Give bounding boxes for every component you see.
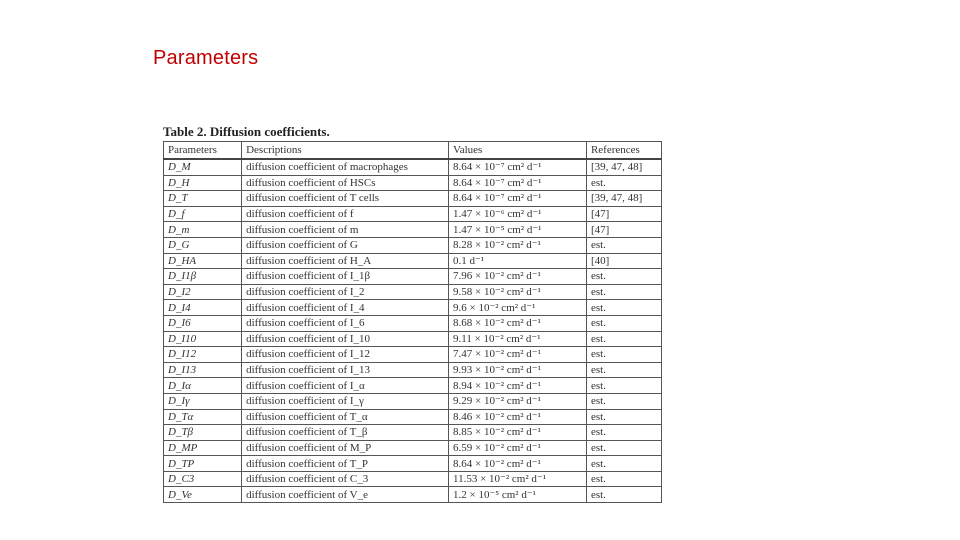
cell-reference: [47] xyxy=(586,222,661,238)
cell-parameter: D_M xyxy=(164,159,242,175)
cell-parameter: D_I1β xyxy=(164,269,242,285)
cell-reference: est. xyxy=(586,269,661,285)
cell-reference: [40] xyxy=(586,253,661,269)
cell-parameter: D_G xyxy=(164,237,242,253)
cell-parameter: D_T xyxy=(164,191,242,207)
cell-reference: est. xyxy=(586,409,661,425)
cell-value: 8.68 × 10⁻² cm² d⁻¹ xyxy=(449,315,587,331)
cell-reference: est. xyxy=(586,471,661,487)
cell-description: diffusion coefficient of T cells xyxy=(242,191,449,207)
cell-value: 8.28 × 10⁻² cm² d⁻¹ xyxy=(449,237,587,253)
cell-description: diffusion coefficient of C_3 xyxy=(242,471,449,487)
cell-value: 8.64 × 10⁻² cm² d⁻¹ xyxy=(449,456,587,472)
cell-description: diffusion coefficient of I_α xyxy=(242,378,449,394)
cell-value: 7.47 × 10⁻² cm² d⁻¹ xyxy=(449,347,587,363)
table-row xyxy=(164,409,662,425)
column-header-descriptions: Descriptions xyxy=(242,142,449,160)
table-header-row xyxy=(164,142,662,160)
cell-parameter: D_TP xyxy=(164,456,242,472)
cell-parameter: D_f xyxy=(164,206,242,222)
cell-description: diffusion coefficient of I_12 xyxy=(242,347,449,363)
table-row xyxy=(164,456,662,472)
table-row xyxy=(164,425,662,441)
cell-parameter: D_Ve xyxy=(164,487,242,503)
table-row xyxy=(164,237,662,253)
cell-value: 1.2 × 10⁻⁵ cm² d⁻¹ xyxy=(449,487,587,503)
cell-value: 11.53 × 10⁻² cm² d⁻¹ xyxy=(449,471,587,487)
cell-reference: est. xyxy=(586,175,661,191)
table-caption-label: Table 2. xyxy=(163,124,207,139)
cell-reference: est. xyxy=(586,487,661,503)
cell-parameter: D_m xyxy=(164,222,242,238)
cell-value: 9.58 × 10⁻² cm² d⁻¹ xyxy=(449,284,587,300)
cell-reference: est. xyxy=(586,362,661,378)
cell-reference: est. xyxy=(586,331,661,347)
cell-value: 8.46 × 10⁻² cm² d⁻¹ xyxy=(449,409,587,425)
cell-parameter: D_C3 xyxy=(164,471,242,487)
cell-parameter: D_Tα xyxy=(164,409,242,425)
cell-description: diffusion coefficient of G xyxy=(242,237,449,253)
cell-parameter: D_I2 xyxy=(164,284,242,300)
cell-description: diffusion coefficient of I_10 xyxy=(242,331,449,347)
cell-value: 8.64 × 10⁻⁷ cm² d⁻¹ xyxy=(449,159,587,175)
cell-value: 1.47 × 10⁻⁵ cm² d⁻¹ xyxy=(449,222,587,238)
table-row xyxy=(164,284,662,300)
cell-value: 8.64 × 10⁻⁷ cm² d⁻¹ xyxy=(449,191,587,207)
slide-title: Parameters xyxy=(153,47,259,69)
cell-description: diffusion coefficient of V_e xyxy=(242,487,449,503)
table-row xyxy=(164,362,662,378)
table-row xyxy=(164,191,662,207)
cell-description: diffusion coefficient of I_1β xyxy=(242,269,449,285)
table-row xyxy=(164,487,662,503)
cell-description: diffusion coefficient of I_γ xyxy=(242,393,449,409)
cell-value: 7.96 × 10⁻² cm² d⁻¹ xyxy=(449,269,587,285)
table-row xyxy=(164,315,662,331)
table-row xyxy=(164,222,662,238)
cell-description: diffusion coefficient of I_13 xyxy=(242,362,449,378)
cell-parameter: D_I13 xyxy=(164,362,242,378)
cell-reference: [39, 47, 48] xyxy=(586,159,661,175)
cell-reference: [47] xyxy=(586,206,661,222)
table-row xyxy=(164,159,662,175)
cell-parameter: D_Tβ xyxy=(164,425,242,441)
table-row xyxy=(164,331,662,347)
table-row xyxy=(164,253,662,269)
cell-parameter: D_MP xyxy=(164,440,242,456)
cell-description: diffusion coefficient of HSCs xyxy=(242,175,449,191)
cell-value: 9.93 × 10⁻² cm² d⁻¹ xyxy=(449,362,587,378)
column-header-references: References xyxy=(586,142,661,160)
cell-value: 9.6 × 10⁻² cm² d⁻¹ xyxy=(449,300,587,316)
cell-reference: est. xyxy=(586,300,661,316)
cell-description: diffusion coefficient of I_4 xyxy=(242,300,449,316)
cell-parameter: D_Iα xyxy=(164,378,242,394)
cell-description: diffusion coefficient of M_P xyxy=(242,440,449,456)
cell-reference: est. xyxy=(586,393,661,409)
cell-parameter: D_I6 xyxy=(164,315,242,331)
cell-value: 9.11 × 10⁻² cm² d⁻¹ xyxy=(449,331,587,347)
cell-parameter: D_I10 xyxy=(164,331,242,347)
cell-reference: est. xyxy=(586,440,661,456)
cell-description: diffusion coefficient of I_6 xyxy=(242,315,449,331)
cell-value: 9.29 × 10⁻² cm² d⁻¹ xyxy=(449,393,587,409)
cell-value: 1.47 × 10⁻⁶ cm² d⁻¹ xyxy=(449,206,587,222)
table-row xyxy=(164,206,662,222)
table-row xyxy=(164,393,662,409)
cell-value: 8.94 × 10⁻² cm² d⁻¹ xyxy=(449,378,587,394)
cell-reference: est. xyxy=(586,237,661,253)
cell-reference: est. xyxy=(586,456,661,472)
cell-parameter: D_H xyxy=(164,175,242,191)
table-row xyxy=(164,300,662,316)
table-row xyxy=(164,440,662,456)
cell-value: 6.59 × 10⁻² cm² d⁻¹ xyxy=(449,440,587,456)
table-row xyxy=(164,471,662,487)
cell-description: diffusion coefficient of T_α xyxy=(242,409,449,425)
cell-parameter: D_HA xyxy=(164,253,242,269)
cell-description: diffusion coefficient of I_2 xyxy=(242,284,449,300)
cell-value: 8.64 × 10⁻⁷ cm² d⁻¹ xyxy=(449,175,587,191)
cell-reference: est. xyxy=(586,378,661,394)
cell-description: diffusion coefficient of T_β xyxy=(242,425,449,441)
cell-reference: [39, 47, 48] xyxy=(586,191,661,207)
cell-reference: est. xyxy=(586,284,661,300)
cell-reference: est. xyxy=(586,425,661,441)
table-body xyxy=(164,159,662,503)
table-row xyxy=(164,269,662,285)
cell-parameter: D_I4 xyxy=(164,300,242,316)
cell-description: diffusion coefficient of macrophages xyxy=(242,159,449,175)
column-header-parameters: Parameters xyxy=(164,142,242,160)
cell-reference: est. xyxy=(586,347,661,363)
table-row xyxy=(164,378,662,394)
table-row xyxy=(164,347,662,363)
column-header-values: Values xyxy=(449,142,587,160)
diffusion-coefficients-table xyxy=(163,141,662,503)
cell-parameter: D_I12 xyxy=(164,347,242,363)
cell-description: diffusion coefficient of m xyxy=(242,222,449,238)
table-caption xyxy=(163,124,330,140)
cell-description: diffusion coefficient of T_P xyxy=(242,456,449,472)
table-row xyxy=(164,175,662,191)
cell-parameter: D_Iγ xyxy=(164,393,242,409)
cell-reference: est. xyxy=(586,315,661,331)
cell-description: diffusion coefficient of H_A xyxy=(242,253,449,269)
cell-value: 8.85 × 10⁻² cm² d⁻¹ xyxy=(449,425,587,441)
cell-value: 0.1 d⁻¹ xyxy=(449,253,587,269)
table-caption-text: Diffusion coefficients. xyxy=(209,124,330,139)
cell-description: diffusion coefficient of f xyxy=(242,206,449,222)
